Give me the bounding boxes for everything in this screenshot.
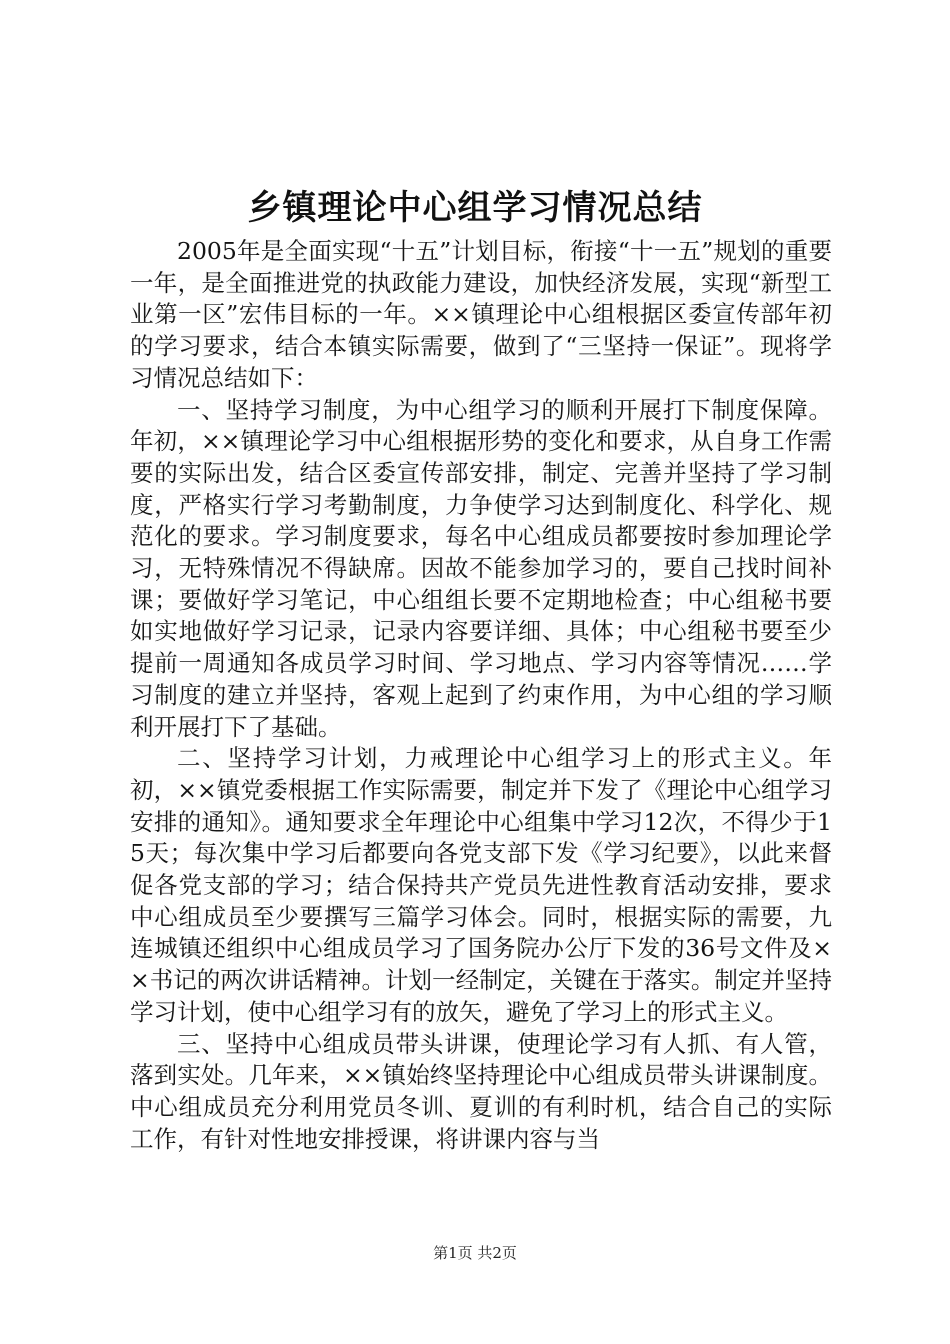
page-footer: 第1页 共2页 — [433, 1244, 517, 1262]
paragraph-section-1: 一、坚持学习制度，为中心组学习的顺利开展打下制度保障。年初，××镇理论学习中心组根据形势的变化和要求，从自身工作需要的实际出发，结合区委宣传部安排，制定、完善并坚持了学习制度，严格实行学习考勤制度，力争使学习达到制度化、科学化、规范化的要求。学习制度要求，每名中心组成员都要按时参加理论学习，无特殊情况不得缺席。因故不能参加学习的，要自己找时间补课；要做好学习笔记，中心组组长要不定期地检查；中心组秘书要如实地做好学习记录，记录内容要详细、具体；中心组秘书要至少提前一周通知各成员学习时间、学习地点、学习内容等情况……学习制度的建立并坚持，客观上起到了约束作用，为中心组的学习顺利开展打下了基础。 — [130, 395, 832, 741]
paragraph-intro: 2005年是全面实现“十五”计划目标，衔接“十一五”规划的重要一年，是全面推进党的执政能力建设，加快经济发展，实现“新型工业第一区”宏伟目标的一年。××镇理论中心组根据区委宣传部年初的学习要求，结合本镇实际需要，做到了“三坚持一保证”。现将学习情况总结如下： — [130, 237, 832, 392]
document-title: 乡镇理论中心组学习情况总结 — [247, 188, 703, 228]
paragraph-section-3: 三、坚持中心组成员带头讲课，使理论学习有人抓、有人管，落到实处。几年来，××镇始终坚持理论中心组成员带头讲课制度。中心组成员充分利用党员冬训、夏训的有利时机，结合自己的实际工作，有针对性地安排授课，将讲课内容与当 — [130, 1029, 832, 1153]
document-body — [130, 236, 832, 1155]
paragraph-section-2: 二、坚持学习计划，力戒理论中心组学习上的形式主义。年初，××镇党委根据工作实际需要，制定并下发了《理论中心组学习安排的通知》。通知要求全年理论中心组集中学习12次，不得少于15天；每次集中学习后都要向各党支部下发《学习纪要》，以此来督促各党支部的学习；结合保持共产党员先进性教育活动安排，要求中心组成员至少要撰写三篇学习体会。同时，根据实际的需要，九连城镇还组织中心组成员学习了国务院办公厅下发的36号文件及××书记的两次讲话精神。计划一经制定，关键在于落实。制定并坚持学习计划，使中心组学习有的放矢，避免了学习上的形式主义。 — [130, 744, 832, 1026]
